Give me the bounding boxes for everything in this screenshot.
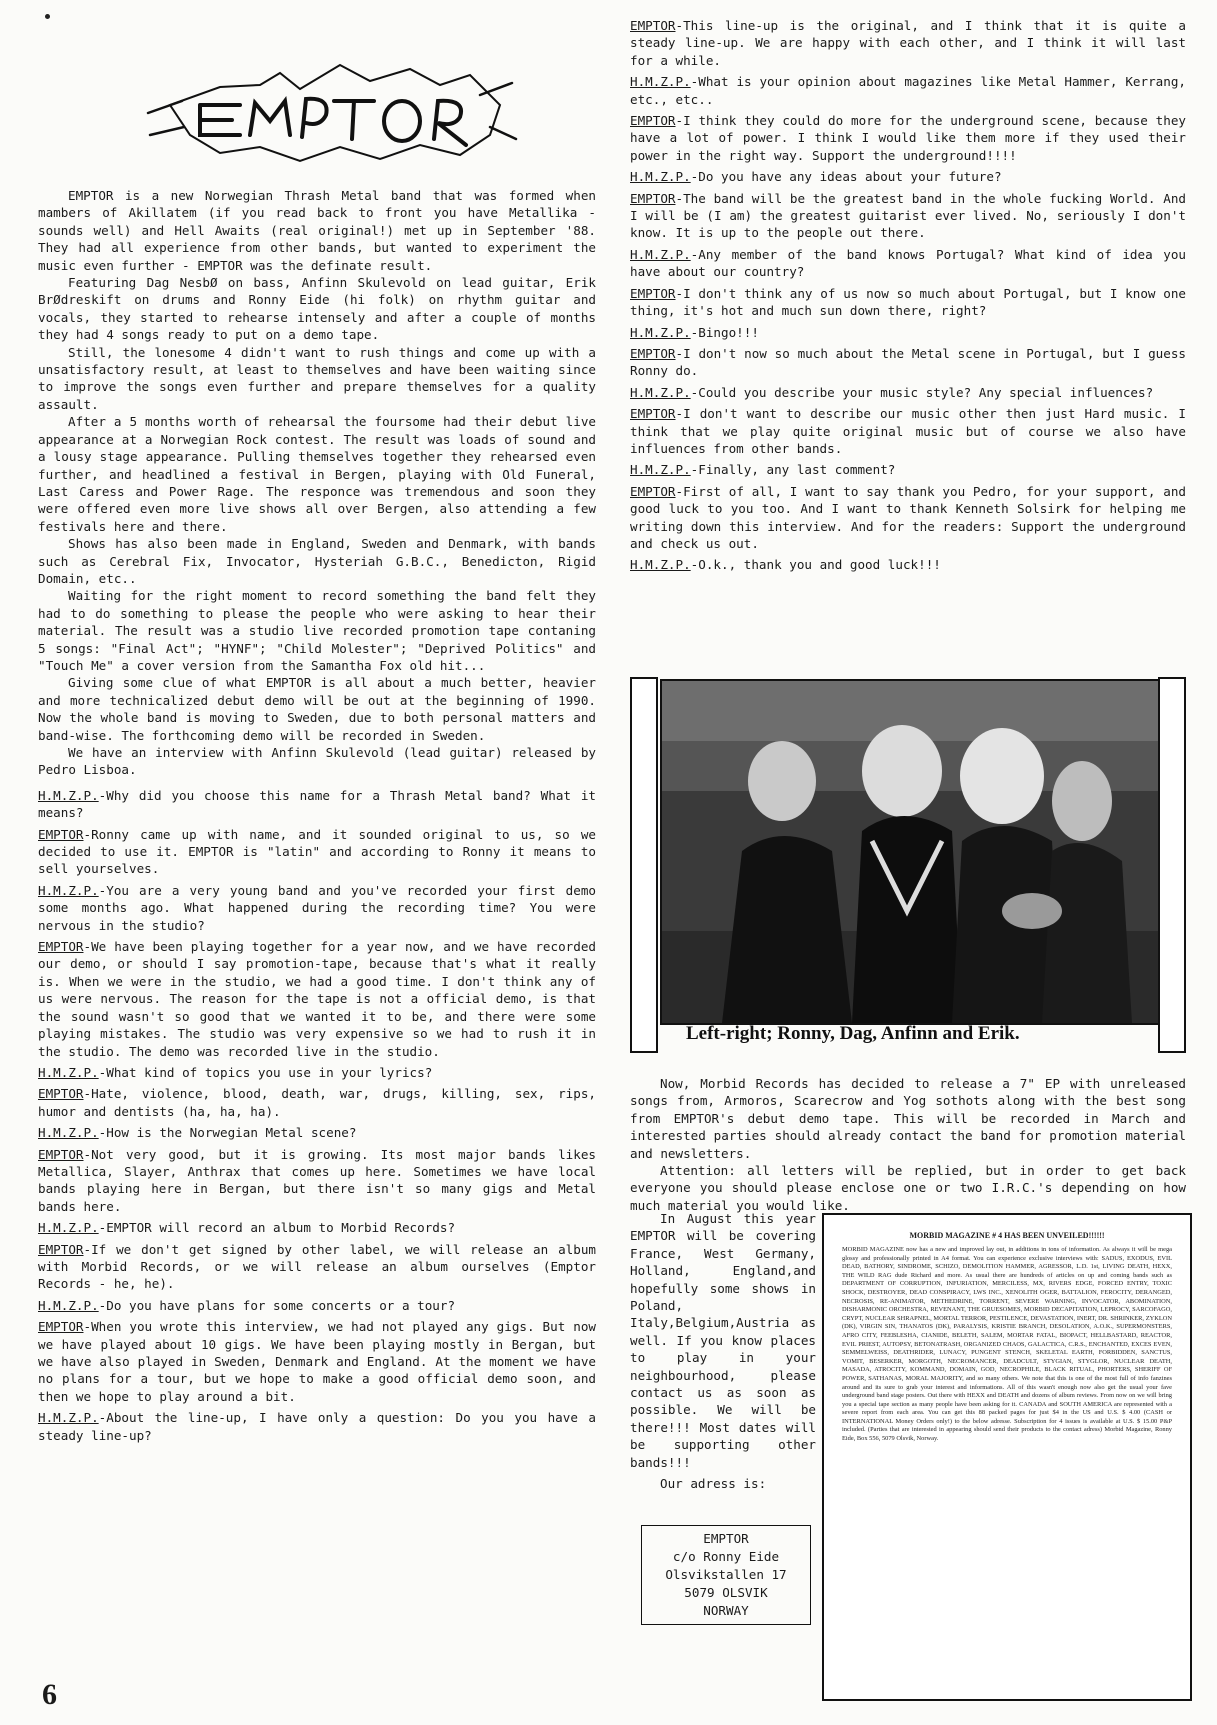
interview-answer [630,345,1186,380]
address-intro: Our adress is: [660,1476,767,1492]
interview-text: -Do you have plans for some concerts or a tour? [98,1297,456,1313]
interview-question [630,461,1186,478]
interview-text: -What is your opinion about magazines like Metal Hammer, Kerrang, etc., etc.. [630,74,1186,107]
interview-question [630,324,1186,341]
speaker-label: H.M.Z.P. [630,557,691,573]
address-line: NORWAY [703,1603,749,1618]
interview-text: -If we don't get signed by other label, we will release an album with Morbid Records, or we will release an album ourselves (Emptor Records - he, he). [38,1241,596,1292]
interview-text: -The band will be the greatest band in the whole fucking World. And I will be (I am) the greatest guitarist ever lived. No, seriously I don't know. It is up to the people out there. [630,190,1186,241]
interview-question [38,1064,596,1081]
interview-text: -Could you describe your music style? Any special influences? [690,384,1154,400]
page-number: 6 [42,1678,57,1711]
interview-text: -Hate, violence, blood, death, war, drugs, killing, sex, rips, humor and dentists (ha, ha, ha). [38,1086,596,1119]
intro-paragraph: Featuring Dag NesbØ on bass, Anfinn Skulevold on lead guitar, Erik BrØdreskift on drums and Ronny Eide (hi folk) on rhythm guitar and vocals, they started to rehearse intensely and after a couple of months they had 4 songs ready to put on a demo tape. [38,275,596,343]
interview-answer [38,1318,596,1405]
speaker-label: EMPTOR [630,345,676,361]
interview-text: -This line-up is the original, and I think that it is quite a steady line-up. We are happy with each other, and I think it will last for a while. [630,18,1186,68]
speaker-label: H.M.Z.P. [38,1220,99,1236]
interview-answer [630,285,1186,320]
speaker-label: EMPTOR [38,1241,84,1257]
interview-question [38,1219,596,1236]
intro-paragraph: EMPTOR is a new Norwegian Thrash Metal band that was formed when mambers of Akillatem (if you read back to front you have Metallika - sounds well) and Hell Awaits (real original!) met up in September '88. They had all experience from other bands, but wanted to experiment the music even further - EMPTOR was the definate result. [38,188,596,273]
photo-border-left [630,677,658,1053]
intro-paragraph: We have an interview with Anfinn Skulevold (lead guitar) released by Pedro Lisboa. [38,745,596,778]
interview-text: -Ronny came up with name, and it sounded original to us, so we decided to use it. EMPTOR is "latin" and according to Ronny it means to sell yourselves. [38,826,596,877]
speaker-label: H.M.Z.P. [38,882,99,898]
interview-text: -EMPTOR will record an album to Morbid Records? [98,1220,456,1236]
interview-answer [38,1146,596,1216]
interview-answer [38,826,596,878]
speaker-label: H.M.Z.P. [630,169,691,185]
interview-text: -O.k., thank you and good luck!!! [690,557,941,573]
interview-answer [38,938,596,1060]
outro-text [630,1075,1186,1214]
band-logo [140,35,520,175]
interview-text: -First of all, I want to say thank you Pedro, for your support, and good luck to you too. And I want to thank Kenneth Solsirk for helping me writing down this interview. And for the readers: Support the underground and check us out. [630,483,1186,551]
address-box [641,1525,811,1625]
interview-question [630,384,1186,401]
speaker-label: H.M.Z.P. [630,384,691,400]
page-dot [45,14,50,19]
interview-text: -I don't now so much about the Metal scene in Portugal, but I guess Ronny do. [630,345,1186,379]
speaker-label: EMPTOR [38,1086,84,1102]
interview-right [630,17,1186,574]
speaker-label: EMPTOR [630,113,676,129]
intro-paragraph: After a 5 months worth of rehearsal the foursome had their debut live appearance at a Norwegian Rock contest. The result was loads of sound and a lousy stage appearance. Pulling themselves together they rehearsed even further, and headlined a festival in Bergen, playing with Old Funeral, Last Caress and Power Rage. The responce was tremendous and soon they were offered even more live shows all over Bergen, also attending a few festivals here and there. [38,414,596,534]
tour-text [630,1210,816,1493]
right-column [630,17,1186,578]
address-line: Olsvikstallen 17 [665,1567,787,1582]
interview-question [38,1297,596,1314]
interview-question [630,556,1186,573]
interview-text: -I don't think any of us now so much about Portugal, but I know one thing, it's hot and much sun down there, right? [630,285,1186,319]
speaker-label: H.M.Z.P. [38,1125,99,1141]
interview-text: -How is the Norwegian Metal scene? [98,1125,357,1141]
tour-paragraph: In August this year EMPTOR will be covering France, West Germany, Holland, England,and hopefully some shows in Poland, Italy,Belgium,Austria as well. If you know places to play in your neighbourhood, please contact us as soon as possible. We will be there!!! Most dates will be supporting other bands!!! [630,1211,816,1470]
speaker-label: EMPTOR [38,1319,84,1335]
ad-title: MORBID MAGAZINE # 4 HAS BEEN UNVEILED!!!!!! [909,1231,1105,1240]
address-line: EMPTOR [703,1531,749,1546]
interview-question [38,882,596,934]
outro-paragraph: Attention: all letters will be replied, but in order to get back everyone you should please enclose one or two I.R.C.'s depending on how much material you would like. [630,1163,1186,1213]
svg-text:EMPTOR: EMPTOR [328,171,332,172]
speaker-label: H.M.Z.P. [38,1064,99,1080]
interview-text: -What kind of topics you use in your lyrics? [98,1064,433,1080]
speaker-label: EMPTOR [630,483,676,499]
speaker-label: H.M.Z.P. [630,324,691,340]
interview-left [38,787,596,1444]
speaker-label: EMPTOR [38,1146,84,1162]
speaker-label: H.M.Z.P. [38,1297,99,1313]
interview-answer [630,112,1186,164]
interview-text: -Why did you choose this name for a Thrash Metal band? What it means? [38,787,596,821]
photo-caption: Left-right; Ronny, Dag, Anfinn and Erik. [686,1023,1020,1044]
interview-text: -Not very good, but it is growing. Its most major bands likes Metallica, Slayer, Anthrax that comes up here. Sometimes we have local bands playing here in Bergan, but there isn't so many gigs and Metal bands here. [38,1146,596,1214]
interview-question [38,1409,596,1444]
address-line: 5079 OLSVIK [684,1585,768,1600]
interview-text: -I think they could do more for the underground scene, because they have a lot of power. I think I would like them more if they used their power in the right way. Support the underground!!!! [630,113,1186,163]
interview-text: -Do you have any ideas about your future? [690,169,1002,185]
band-photo [660,679,1160,1025]
speaker-label: H.M.Z.P. [630,246,691,262]
intro-paragraph: Waiting for the right moment to record something the band felt they had to do something to please the people who were asking to hear their material. The result was a studio live recorded promotion tape contaning 5 songs: "Final Act"; "HYNF"; "Child Molester"; "Deprived Politics" and "Touch Me" a cover version from the Samantha Fox old hit... [38,588,596,673]
band-photo-frame [630,677,1186,1057]
speaker-label: H.M.Z.P. [38,1410,99,1426]
interview-question [630,168,1186,185]
left-column [38,187,596,1448]
interview-question [38,1124,596,1141]
interview-text: -When you wrote this interview, we had not played any gigs. But now we have played about 10 gigs. We have been playing mostly in Bergan, but we have also played in Sweden, Denmark and England. At the moment we have no plans for a tour, but we hope to make a good official demo soon, and then we hope to play around a bit. [38,1319,596,1404]
interview-answer [630,190,1186,242]
interview-text: -You are a very young band and you've recorded your first demo some months ago. What happened during the recording time? You were nervous in the studio? [38,882,596,933]
interview-question [630,73,1186,108]
intro-paragraph: Still, the lonesome 4 didn't want to rush things and come up with a unsatisfactory result, at least to themselves and have been waiting since to improve the songs even further and prepare themselves for a quality assault. [38,344,596,412]
speaker-label: EMPTOR [38,826,84,842]
speaker-label: H.M.Z.P. [38,787,99,803]
morbid-magazine-ad [822,1213,1192,1701]
interview-answer [630,17,1186,69]
interview-answer [38,1085,596,1120]
interview-question [630,246,1186,281]
interview-text: -Any member of the band knows Portugal? What kind of idea you have about our country? [630,246,1186,280]
speaker-label: EMPTOR [630,285,676,301]
interview-text: -Bingo!!! [690,324,759,340]
speaker-label: EMPTOR [38,939,84,955]
interview-answer [630,405,1186,457]
speaker-label: EMPTOR [630,18,676,33]
interview-answer [38,1241,596,1293]
ad-body: MORBID MAGAZINE now has a new and improved lay out, in additions in tons of information. As always it will be mega glossy and professionally printed in A4 format. You can experience exclusive interviews with: SADUS, EXODUS, EVIL DEAD, BATHORY, SINDROME, SCHIZO, DEMOLITION HAMMER, AGRESSOR, L.D. 1st, LIVING DEATH, HEXX, THE WILD RAG dude Richard and more. As usual there are hundreds of articles on up and coming bands such as DEPARTMENT OF CORRUPTION, INFURIATION, MERCILESS, MX, RIVERS EDGE, FORCED ENTRY, TOXIC SHOCK, DESTROYER, DEAD CONSPIRACY, LWS INC., XENOLITH OGER, BATTALION, FEROCITY, DERANGED, NECROSIS, RE-ANIMATOR, METHEDRINE, TORRENT, SEVERE WARNING, INVOCATOR, ABOMINATION, DISHARMONIC ORCHESTRA, REVENANT, THE GRUESOMES, MORBID DECAPITATION, LEPROCY, SARCOFAGO, CRYPT, NUCLEAR SHRAPNEL, MORTAL TERROR, PESTILENCE, DEVASTATION, INERT, DR. SHRINKER, ZYKLON (DK), VIRGIN SIN, THANATOS (DK), PARALYSIS, KRISTIE BRANCH, DESOLATION, A.O.K., SUPERMONSTERS, AFRO CITY, FEEBLESHA, CIANIDE, BELETH, SALEM, MORTAR FATAL, BIOPACT, HELLBASTARD, REACTOR, EVIL PRIEST, AUTOPSY, BETONATRASH, ORGANIZED CHAOS, GALACTICA, C.R.S., ENCHANTED, EXCES EVEN, SEMMELWEISS, DEATHRIDER, LUNACY, PUNGENT STENCH, SKELETAL EARTH, FORBIDDEN, SANCTUS, VOMIT, BESERKER, MORGOTH, NECROMANCER, DEADCULT, STYGIAN, STYGLOR, NUCLEAR DEATH, MASADA, ATROCITY, KOMMAND, DOMAIN, GOD, NECROPHILE, BLACK RITUAL, PHORTERS, SHERIFF OF POWER, SATHANAS, MORAL MAJORITY, and so many others. We note that this is one of the most full of info fanzines around and its sure to grab your interest and informations. All of this wasn't enough now also get the usual your fave underground band stage posters. Out there with HEXX and DEATH and dozens of album reviews. From now on we will bring you a special tape section as many people have been asking for it. CANADA and SOUTH AMERICA are represented with a severe report from each area. You can get this 88 packed pages for just $4 in the US and U.S. $ 4.00 (CASH or INTERNATIONAL Money Orders only!) to the below adresse. Subscription for 4 issues is available at U.S. $ 15.00 P&P included. (Parties that are interested in appearing should send their products to the contact adress) Morbid Magazine, Ronny Eide, Box 556, 5079 Olsvik, Norway. [842,1246,1172,1443]
interview-text: -I don't want to describe our music other then just Hard music. I think that we play quite original music but of course we also have influences from other bands. [630,406,1186,456]
outro-paragraph: Now, Morbid Records has decided to release a 7" EP with unreleased songs from, Armoros, Scarecrow and Yog sothots along with the best song from EMPTOR's debut demo tape. This will be recorded in March and interested parties should already contact the band for promotion material and newsletters. [630,1076,1186,1161]
speaker-label: EMPTOR [630,190,676,206]
interview-answer [630,483,1186,553]
interview-text: -About the line-up, I have only a question: Do you you have a steady line-up? [38,1410,596,1443]
interview-question [38,787,596,822]
interview-text: -Finally, any last comment? [690,462,896,478]
speaker-label: H.M.Z.P. [630,462,691,478]
interview-text: -We have been playing together for a year now, and we have recorded our demo, or should I say promotion-tape, because that's what it really is. When we were in the studio, we had a good time. I don't think any of us were nervous. The reason for the tape is not a official demo, is that the sound wasn't so good that we wanted it to be, and there were some playing mistakes. The studio was very expensive so we had to rush it in the studio. The demo was recorded live in the studio. [38,939,596,1059]
speaker-label: H.M.Z.P. [630,74,691,90]
address-line: c/o Ronny Eide [672,1549,780,1564]
speaker-label: EMPTOR [630,406,676,422]
intro-paragraph: Shows has also been made in England, Sweden and Denmark, with bands such as Cerebral Fix, Invocator, Hysteriah G.B.C., Benedicton, Rigid Domain, etc.. [38,536,596,586]
photo-border-right [1158,677,1186,1053]
intro-paragraph: Giving some clue of what EMPTOR is all about a much better, heavier and more technicalized debut demo will be out at the beginning of 1990. Now the whole band is moving to Sweden, due to both personal matters and band-wise. The forthcoming demo will be recorded in Sweden. [38,675,596,743]
